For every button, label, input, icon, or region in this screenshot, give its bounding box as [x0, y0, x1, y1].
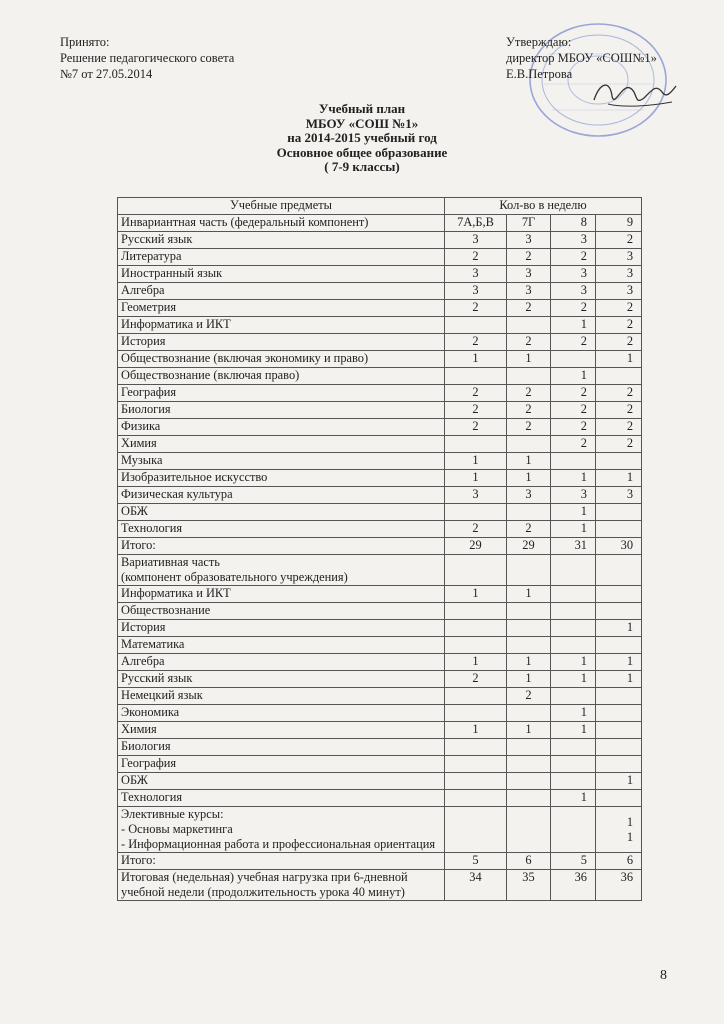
- hours-cell: [507, 504, 551, 521]
- hours-cell: [445, 620, 507, 637]
- subject-cell: История: [118, 334, 445, 351]
- hours-cell: [551, 603, 596, 620]
- hours-cell: [445, 436, 507, 453]
- subject-cell: Элективные курсы: - Основы маркетинга - Информационная работа и профессиональная ориентация: [118, 807, 445, 853]
- hours-cell: 3: [596, 487, 642, 504]
- table-row: [118, 853, 642, 870]
- hours-cell: 36: [596, 870, 642, 901]
- hours-cell: [551, 586, 596, 603]
- subject-cell: Обществознание: [118, 603, 445, 620]
- hours-cell: [551, 453, 596, 470]
- hours-cell: 2: [507, 419, 551, 436]
- hours-cell: 1: [551, 470, 596, 487]
- table-row: [118, 756, 642, 773]
- hours-cell: 2: [596, 334, 642, 351]
- hours-cell: 3: [551, 487, 596, 504]
- hours-cell: [507, 436, 551, 453]
- hours-cell: [507, 705, 551, 722]
- hours-cell: 2: [596, 436, 642, 453]
- table-row: [118, 215, 642, 232]
- column-header-subjects: Учебные предметы: [118, 198, 445, 215]
- subject-cell: Обществознание (включая экономику и право): [118, 351, 445, 368]
- hours-cell: [551, 773, 596, 790]
- hours-cell: 2: [596, 419, 642, 436]
- hours-cell: 7А,Б,В: [445, 215, 507, 232]
- hours-cell: 1: [507, 671, 551, 688]
- hours-cell: [596, 790, 642, 807]
- subject-cell: Инвариантная часть (федеральный компонент): [118, 215, 445, 232]
- header-approved: [60, 34, 234, 82]
- subject-cell: Биология: [118, 739, 445, 756]
- hours-cell: 1: [551, 790, 596, 807]
- hours-cell: 2: [507, 688, 551, 705]
- hours-cell: [507, 773, 551, 790]
- table-row: [118, 402, 642, 419]
- hours-cell: 2: [596, 402, 642, 419]
- approve-label: Утверждаю:: [506, 35, 572, 49]
- hours-cell: [445, 555, 507, 586]
- hours-cell: 3: [445, 283, 507, 300]
- hours-cell: 5: [551, 853, 596, 870]
- hours-cell: 1: [507, 586, 551, 603]
- hours-cell: 2: [445, 671, 507, 688]
- hours-cell: 3: [445, 266, 507, 283]
- hours-cell: 1: [507, 654, 551, 671]
- subject-cell: Русский язык: [118, 671, 445, 688]
- subject-cell: Математика: [118, 637, 445, 654]
- hours-cell: 1: [551, 722, 596, 739]
- council-decision: Решение педагогического совета: [60, 51, 235, 65]
- hours-cell: 2: [445, 385, 507, 402]
- table-row: [118, 688, 642, 705]
- table-row: [118, 385, 642, 402]
- table-row: [118, 538, 642, 555]
- subject-cell: Экономика: [118, 705, 445, 722]
- hours-cell: 2: [507, 334, 551, 351]
- hours-cell: [445, 603, 507, 620]
- table-row: [118, 419, 642, 436]
- hours-cell: 1: [596, 620, 642, 637]
- hours-cell: [551, 739, 596, 756]
- subject-cell: Немецкий язык: [118, 688, 445, 705]
- hours-cell: 3: [596, 249, 642, 266]
- hours-cell: 1: [445, 586, 507, 603]
- subject-cell: Технология: [118, 790, 445, 807]
- table-row: [118, 722, 642, 739]
- table-row: [118, 232, 642, 249]
- hours-cell: 6: [596, 853, 642, 870]
- hours-cell: 8: [551, 215, 596, 232]
- hours-cell: [596, 586, 642, 603]
- hours-cell: 2: [445, 521, 507, 538]
- hours-cell: [596, 368, 642, 385]
- hours-cell: [445, 504, 507, 521]
- hours-cell: [507, 739, 551, 756]
- hours-cell: 2: [551, 249, 596, 266]
- hours-cell: [551, 756, 596, 773]
- table-row: [118, 368, 642, 385]
- table-row: [118, 470, 642, 487]
- hours-cell: 2: [507, 402, 551, 419]
- document-title: [0, 102, 724, 175]
- hours-cell: 2: [445, 402, 507, 419]
- hours-cell: 1: [507, 722, 551, 739]
- hours-cell: [445, 790, 507, 807]
- table-row: [118, 870, 642, 901]
- table-row: [118, 739, 642, 756]
- hours-cell: 1: [551, 521, 596, 538]
- table-row: [118, 790, 642, 807]
- hours-cell: 3: [596, 266, 642, 283]
- hours-cell: [445, 637, 507, 654]
- hours-cell: 9: [596, 215, 642, 232]
- hours-cell: [507, 603, 551, 620]
- subject-cell: Геометрия: [118, 300, 445, 317]
- hours-cell: [596, 555, 642, 586]
- hours-cell: [507, 555, 551, 586]
- hours-cell: [507, 620, 551, 637]
- hours-cell: 3: [507, 283, 551, 300]
- hours-cell: 2: [445, 249, 507, 266]
- subject-cell: Информатика и ИКТ: [118, 317, 445, 334]
- hours-cell: 2: [551, 334, 596, 351]
- table-row: [118, 705, 642, 722]
- hours-cell: 1: [445, 453, 507, 470]
- hours-cell: 2: [445, 334, 507, 351]
- hours-cell: 2: [596, 300, 642, 317]
- table-row: [118, 654, 642, 671]
- hours-cell: [551, 555, 596, 586]
- subject-cell: Алгебра: [118, 283, 445, 300]
- hours-cell: 1: [507, 351, 551, 368]
- hours-cell: [596, 722, 642, 739]
- hours-cell: 1: [551, 504, 596, 521]
- hours-cell: 2: [507, 521, 551, 538]
- hours-cell: [445, 688, 507, 705]
- table-row: [118, 317, 642, 334]
- subject-cell: ОБЖ: [118, 504, 445, 521]
- hours-cell: 1: [445, 654, 507, 671]
- table-row: [118, 300, 642, 317]
- subject-cell: Русский язык: [118, 232, 445, 249]
- hours-cell: [445, 807, 507, 853]
- hours-cell: [507, 317, 551, 334]
- hours-cell: [551, 637, 596, 654]
- hours-cell: 29: [507, 538, 551, 555]
- hours-cell: 2: [507, 249, 551, 266]
- hours-cell: 1: [507, 453, 551, 470]
- hours-cell: [596, 705, 642, 722]
- hours-cell: 1: [445, 722, 507, 739]
- table-row: [118, 586, 642, 603]
- subject-cell: Литература: [118, 249, 445, 266]
- subject-cell: Химия: [118, 722, 445, 739]
- subject-cell: Итоговая (недельная) учебная нагрузка при 6-дневной учебной недели (продолжительность урока 40 минут): [118, 870, 445, 901]
- hours-cell: 2: [596, 317, 642, 334]
- hours-cell: 36: [551, 870, 596, 901]
- curriculum-table: [117, 197, 642, 901]
- hours-cell: 1: [507, 470, 551, 487]
- hours-cell: 3: [551, 283, 596, 300]
- table-row: [118, 334, 642, 351]
- hours-cell: 3: [551, 266, 596, 283]
- decision-number-date: №7 от 27.05.2014: [60, 67, 153, 81]
- subject-cell: Физическая культура: [118, 487, 445, 504]
- hours-cell: [445, 756, 507, 773]
- hours-cell: 1: [551, 368, 596, 385]
- table-row: [118, 504, 642, 521]
- table-header-row: [118, 198, 642, 215]
- hours-cell: 5: [445, 853, 507, 870]
- subject-cell: Итого:: [118, 853, 445, 870]
- hours-cell: 2: [445, 419, 507, 436]
- hours-cell: 31: [551, 538, 596, 555]
- hours-cell: 1: [596, 671, 642, 688]
- hours-cell: 1: [551, 317, 596, 334]
- table-row: [118, 637, 642, 654]
- table-row: [118, 620, 642, 637]
- hours-cell: 35: [507, 870, 551, 901]
- hours-cell: [445, 739, 507, 756]
- title-line-1: Учебный план: [318, 101, 406, 116]
- hours-cell: [445, 368, 507, 385]
- hours-cell: 2: [551, 385, 596, 402]
- hours-cell: [596, 521, 642, 538]
- hours-cell: 1: [551, 654, 596, 671]
- table-row: [118, 249, 642, 266]
- hours-cell: 2: [596, 385, 642, 402]
- hours-cell: [596, 637, 642, 654]
- subject-cell: Иностранный язык: [118, 266, 445, 283]
- table-row: [118, 555, 642, 586]
- hours-cell: 3: [507, 487, 551, 504]
- hours-cell: [507, 637, 551, 654]
- subject-cell: Технология: [118, 521, 445, 538]
- table-row: [118, 671, 642, 688]
- hours-cell: 2: [507, 300, 551, 317]
- hours-cell: [445, 773, 507, 790]
- hours-cell: 29: [445, 538, 507, 555]
- hours-cell: [596, 756, 642, 773]
- hours-cell: [596, 603, 642, 620]
- table-row: [118, 807, 642, 853]
- hours-cell: 3: [507, 266, 551, 283]
- director-title: директор МБОУ «СОШ№1»: [506, 51, 657, 65]
- subject-cell: ОБЖ: [118, 773, 445, 790]
- subject-cell: Физика: [118, 419, 445, 436]
- hours-cell: [551, 688, 596, 705]
- hours-cell: 1: [596, 654, 642, 671]
- hours-cell: [596, 739, 642, 756]
- hours-cell: 2: [551, 419, 596, 436]
- title-line-5: ( 7-9 классы): [324, 159, 400, 174]
- table-row: [118, 436, 642, 453]
- hours-cell: 2: [551, 300, 596, 317]
- hours-cell: [507, 368, 551, 385]
- hours-cell: 2: [551, 436, 596, 453]
- hours-cell: [445, 317, 507, 334]
- column-header-hours: Кол-во в неделю: [445, 198, 642, 215]
- hours-cell: [596, 688, 642, 705]
- hours-cell: 34: [445, 870, 507, 901]
- table-row: [118, 773, 642, 790]
- hours-cell: 7Г: [507, 215, 551, 232]
- title-line-2: МБОУ «СОШ №1»: [305, 115, 419, 131]
- hours-cell: 3: [596, 283, 642, 300]
- hours-cell: 1: [551, 671, 596, 688]
- hours-cell: 2: [445, 300, 507, 317]
- table-row: [118, 453, 642, 470]
- hours-cell: [596, 453, 642, 470]
- hours-cell: [551, 351, 596, 368]
- subject-cell: География: [118, 385, 445, 402]
- hours-cell: [507, 790, 551, 807]
- hours-cell: 2: [507, 385, 551, 402]
- hours-cell: 3: [445, 487, 507, 504]
- subject-cell: Изобразительное искусство: [118, 470, 445, 487]
- hours-cell: 1: [596, 773, 642, 790]
- hours-cell: [507, 756, 551, 773]
- subject-cell: Вариативная часть (компонент образовательного учреждения): [118, 555, 445, 586]
- hours-cell: [551, 620, 596, 637]
- subject-cell: Алгебра: [118, 654, 445, 671]
- hours-cell: 1 1: [596, 807, 642, 853]
- hours-cell: [596, 504, 642, 521]
- subject-cell: География: [118, 756, 445, 773]
- hours-cell: 2: [551, 402, 596, 419]
- subject-cell: Итого:: [118, 538, 445, 555]
- hours-cell: 1: [551, 705, 596, 722]
- hours-cell: 1: [596, 470, 642, 487]
- hours-cell: 2: [596, 232, 642, 249]
- hours-cell: [551, 807, 596, 853]
- table-row: [118, 603, 642, 620]
- table-row: [118, 487, 642, 504]
- director-name: Е.В.Петрова: [506, 67, 573, 81]
- table-row: [118, 283, 642, 300]
- subject-cell: Биология: [118, 402, 445, 419]
- subject-cell: Химия: [118, 436, 445, 453]
- hours-cell: 6: [507, 853, 551, 870]
- approved-label: Принято:: [60, 35, 110, 49]
- title-line-4: Основное общее образование: [276, 144, 448, 160]
- hours-cell: 3: [551, 232, 596, 249]
- subject-cell: История: [118, 620, 445, 637]
- table-row: [118, 266, 642, 283]
- hours-cell: [507, 807, 551, 853]
- hours-cell: 3: [507, 232, 551, 249]
- table-row: [118, 521, 642, 538]
- hours-cell: 1: [445, 470, 507, 487]
- subject-cell: Обществознание (включая право): [118, 368, 445, 385]
- hours-cell: 3: [445, 232, 507, 249]
- title-line-3: на 2014-2015 учебный год: [287, 130, 437, 145]
- table-row: [118, 351, 642, 368]
- hours-cell: 1: [596, 351, 642, 368]
- hours-cell: 1: [445, 351, 507, 368]
- subject-cell: Музыка: [118, 453, 445, 470]
- hours-cell: [445, 705, 507, 722]
- hours-cell: 30: [596, 538, 642, 555]
- subject-cell: Информатика и ИКТ: [118, 586, 445, 603]
- page-number: 8: [660, 968, 667, 983]
